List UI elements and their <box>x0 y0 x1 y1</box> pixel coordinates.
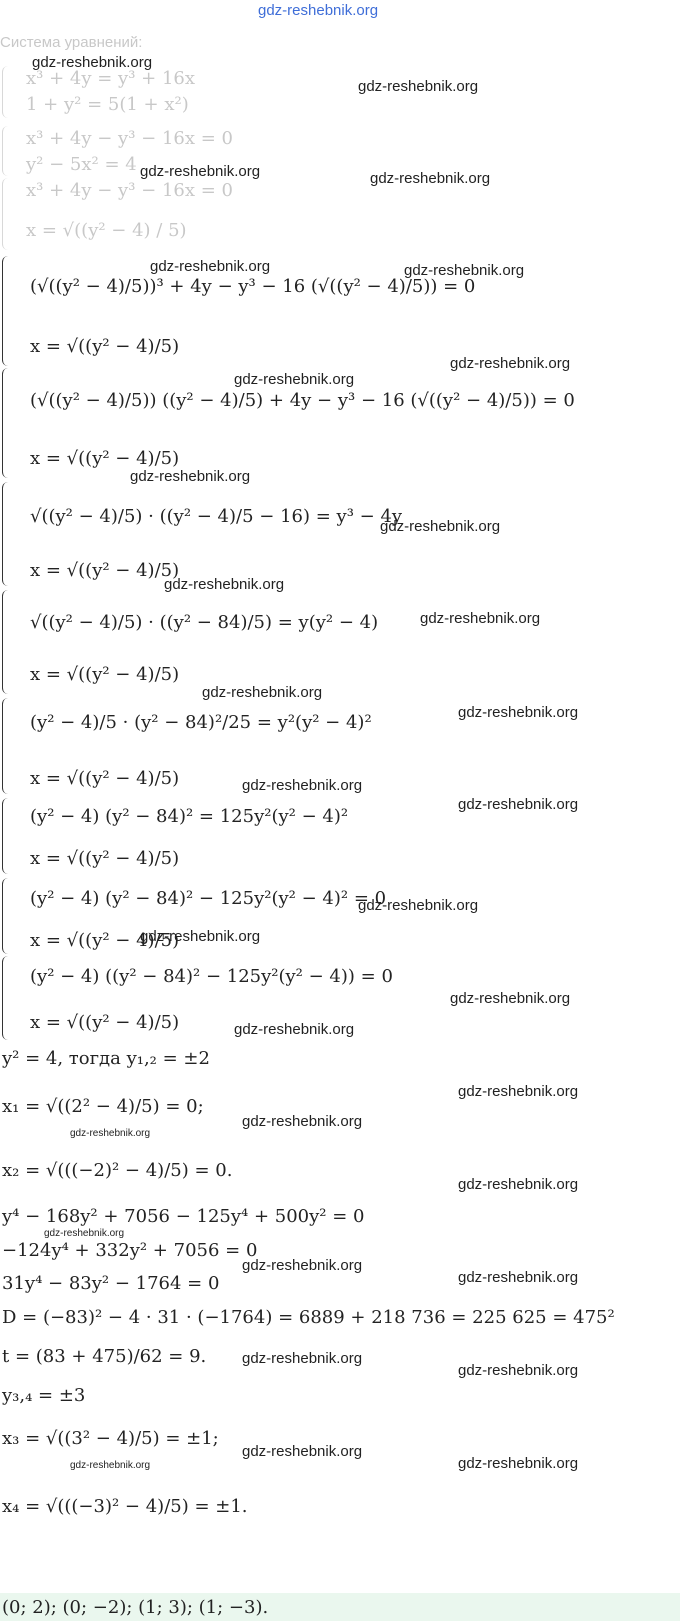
faded-line-3: x³ + 4y − y³ − 16x = 0 <box>26 128 233 149</box>
system-line-13: (y² − 4) (y² − 84)² − 125y²(y² − 4)² = 0 <box>30 888 387 909</box>
faded-line-4: y² − 5x² = 4 <box>26 154 137 175</box>
system-line-16: x = √((y² − 4)/5) <box>30 1012 180 1033</box>
solution-line-8: t = (83 + 475)/62 = 9. <box>2 1346 207 1367</box>
watermark: gdz-reshebnik.org <box>420 610 541 627</box>
watermark: gdz-reshebnik.org <box>404 262 525 279</box>
watermark: gdz-reshebnik.org <box>450 355 571 372</box>
faded-line-5: x³ + 4y − y³ − 16x = 0 <box>26 180 233 201</box>
brace-system-2 <box>2 368 13 478</box>
solution-line-10: x₃ = √((3² − 4)/5) = ±1; <box>2 1428 219 1449</box>
system-line-6: x = √((y² − 4)/5) <box>30 560 180 581</box>
watermark: gdz-reshebnik.org <box>242 1113 363 1130</box>
brace-faded-1 <box>2 66 13 118</box>
solution-line-5: −124y⁴ + 332y² + 7056 = 0 <box>2 1240 258 1261</box>
watermark: gdz-reshebnik.org <box>458 1269 579 1286</box>
answer-text: (0; 2); (0; −2); (1; 3); (1; −3). <box>2 1597 269 1618</box>
system-line-8: x = √((y² − 4)/5) <box>30 664 180 685</box>
watermark: gdz-reshebnik.org <box>458 1083 579 1100</box>
watermark-small: gdz-reshebnik.org <box>70 1128 151 1139</box>
brace-system-5 <box>2 698 13 794</box>
brace-faded-3 <box>2 178 13 250</box>
watermark: gdz-reshebnik.org <box>130 468 251 485</box>
watermark-small: gdz-reshebnik.org <box>44 1228 125 1239</box>
watermark: gdz-reshebnik.org <box>164 576 285 593</box>
watermark: gdz-reshebnik.org <box>202 684 323 701</box>
system-line-10: x = √((y² − 4)/5) <box>30 768 180 789</box>
watermark: gdz-reshebnik.org <box>358 897 479 914</box>
system-line-3: (√((y² − 4)/5)) ((y² − 4)/5) + 4y − y³ − 16 (√((y² − 4)/5)) = 0 <box>30 390 575 411</box>
watermark: gdz-reshebnik.org <box>370 170 491 187</box>
brace-system-6 <box>2 798 13 874</box>
watermark: gdz-reshebnik.org <box>458 796 579 813</box>
system-line-2: x = √((y² − 4)/5) <box>30 336 180 357</box>
brace-system-4 <box>2 590 13 694</box>
faded-line-6: x = √((y² − 4) / 5) <box>26 220 187 241</box>
brace-system-7 <box>2 878 13 954</box>
faded-line-1: x³ + 4y = y³ + 16x <box>26 68 196 89</box>
brace-faded-2 <box>2 126 13 176</box>
system-line-1: (√((y² − 4)/5))³ + 4y − y³ − 16 (√((y² − 4)/5)) = 0 <box>30 276 476 297</box>
brace-system-3 <box>2 482 13 586</box>
system-line-5: √((y² − 4)/5) · ((y² − 4)/5 − 16) = y³ − 4y <box>30 506 403 527</box>
faded-line-2: 1 + y² = 5(1 + x²) <box>26 94 189 115</box>
watermark: gdz-reshebnik.org <box>32 54 153 71</box>
system-line-15: (y² − 4) ((y² − 84)² − 125y²(y² − 4)) = 0 <box>30 966 393 987</box>
watermark: gdz-reshebnik.org <box>450 990 571 1007</box>
watermark: gdz-reshebnik.org <box>380 518 501 535</box>
system-line-7: √((y² − 4)/5) · ((y² − 84)/5) = y(y² − 4) <box>30 612 379 633</box>
watermark: gdz-reshebnik.org <box>242 1350 363 1367</box>
watermark: gdz-reshebnik.org <box>234 1021 355 1038</box>
watermark: gdz-reshebnik.org <box>234 371 355 388</box>
watermark: gdz-reshebnik.org <box>140 163 261 180</box>
system-line-11: (y² − 4) (y² − 84)² = 125y²(y² − 4)² <box>30 806 349 827</box>
system-line-9: (y² − 4)/5 · (y² − 84)²/25 = y²(y² − 4)² <box>30 712 372 733</box>
system-heading: Система уравнений: <box>0 34 143 51</box>
site-header-link[interactable]: gdz-reshebnik.org <box>258 2 379 19</box>
watermark: gdz-reshebnik.org <box>458 1362 579 1379</box>
watermark-small: gdz-reshebnik.org <box>70 1460 151 1471</box>
watermark: gdz-reshebnik.org <box>150 258 271 275</box>
solution-line-9: y₃,₄ = ±3 <box>2 1385 86 1406</box>
system-line-4: x = √((y² − 4)/5) <box>30 448 180 469</box>
system-line-12: x = √((y² − 4)/5) <box>30 848 180 869</box>
brace-system-8 <box>2 956 13 1040</box>
watermark: gdz-reshebnik.org <box>458 704 579 721</box>
solution-line-7: D = (−83)² − 4 · 31 · (−1764) = 6889 + 218 736 = 225 625 = 475² <box>2 1307 615 1328</box>
solution-line-2: x₁ = √((2² − 4)/5) = 0; <box>2 1096 204 1117</box>
solution-line-4: y⁴ − 168y² + 7056 − 125y⁴ + 500y² = 0 <box>2 1206 365 1227</box>
system-line-14: x = √((y² − 4)/5) <box>30 930 180 951</box>
solution-line-6: 31y⁴ − 83y² − 1764 = 0 <box>2 1273 220 1294</box>
watermark: gdz-reshebnik.org <box>140 928 261 945</box>
watermark: gdz-reshebnik.org <box>458 1176 579 1193</box>
watermark: gdz-reshebnik.org <box>242 777 363 794</box>
watermark: gdz-reshebnik.org <box>242 1443 363 1460</box>
watermark: gdz-reshebnik.org <box>242 1257 363 1274</box>
solution-line-1: y² = 4, тогда y₁,₂ = ±2 <box>2 1048 210 1069</box>
solution-line-3: x₂ = √(((−2)² − 4)/5) = 0. <box>2 1160 233 1181</box>
watermark: gdz-reshebnik.org <box>458 1455 579 1472</box>
brace-system-1 <box>2 256 13 366</box>
solution-line-11: x₄ = √(((−3)² − 4)/5) = ±1. <box>2 1496 248 1517</box>
watermark: gdz-reshebnik.org <box>358 78 479 95</box>
